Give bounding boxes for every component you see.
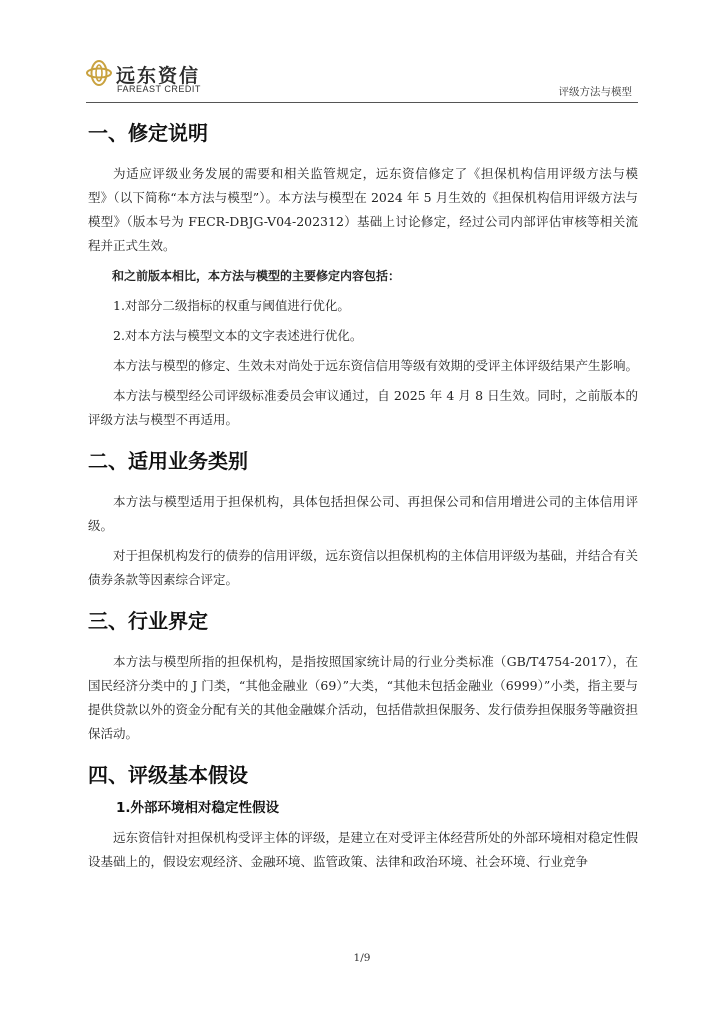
section-4-title: 四、评级基本假设 (88, 763, 248, 787)
section-2-paragraph-2: 对于担保机构发行的债券的信用评级，远东资信以担保机构的主体信用评级为基础，并结合有关债券条款等因素综合评定。 (88, 548, 639, 587)
section-3-title: 三、行业界定 (88, 609, 208, 633)
document-body (88, 118, 638, 874)
section-1-paragraph-6: 本方法与模型经公司评级标准委员会审议通过，自 2025 年 4 月 8 日生效。同时，之前版本的评级方法与模型不再适用。 (88, 388, 638, 427)
section-1-paragraph-1: 为适应评级业务发展的需要和相关监管规定，远东资信修定了《担保机构信用评级方法与模型》（以下简称“本方法与模型”）。本方法与模型在 2024 年 5 月生效的《担保机构信用评级方法与模型》（版本号为 FECR-DBJG-V04-202312）基础上讨论修定，经过公司内部评估审核等相关流程并正式生效。 (88, 166, 638, 253)
document-category: 评级方法与模型 (558, 86, 632, 98)
fareast-logo-icon (86, 58, 112, 88)
section-1-item-1: 1.对部分二级指标的权重与阈值进行优化。 (113, 298, 350, 313)
logo-chinese-name: 远东资信 (116, 65, 201, 87)
section-2-title: 二、适用业务类别 (88, 449, 248, 473)
logo-english-name: FAREAST CREDIT (117, 84, 201, 94)
section-4-paragraph-1: 远东资信针对担保机构受评主体的评级，是建立在对受评主体经营所处的外部环境相对稳定性假设基础上的，假设宏观经济、金融环境、监管政策、法律和政治环境、社会环境、行业竞争 (88, 830, 639, 869)
section-4-subtitle-1: 1.外部环境相对稳定性假设 (116, 800, 280, 816)
fareast-credit-logo (86, 56, 236, 96)
page-number: 1/9 (353, 952, 371, 964)
section-1-paragraph-2: 和之前版本相比，本方法与模型的主要修定内容包括： (112, 269, 401, 283)
section-1-title: 一、修定说明 (88, 121, 208, 145)
page-header (86, 52, 638, 103)
section-1-item-2: 2.对本方法与模型文本的文字表述进行优化。 (113, 328, 363, 343)
section-3-paragraph-1: 本方法与模型所指的担保机构，是指按照国家统计局的行业分类标准（GB/T4754-2017），在国民经济分类中的 J 门类，“其他金融业（69）”大类，“其他未包括金融业（6999）”小类，指主要与提供贷款以外的资金分配有关的其他金融媒介活动，包括借款担保服务、发行债券担保服务等融资担保活动。 (88, 654, 639, 741)
section-1-paragraph-5: 本方法与模型的修定、生效未对尚处于远东资信信用等级有效期的受评主体评级结果产生影响。 (113, 358, 639, 373)
section-2-paragraph-1: 本方法与模型适用于担保机构，具体包括担保公司、再担保公司和信用增进公司的主体信用评级。 (88, 494, 638, 533)
